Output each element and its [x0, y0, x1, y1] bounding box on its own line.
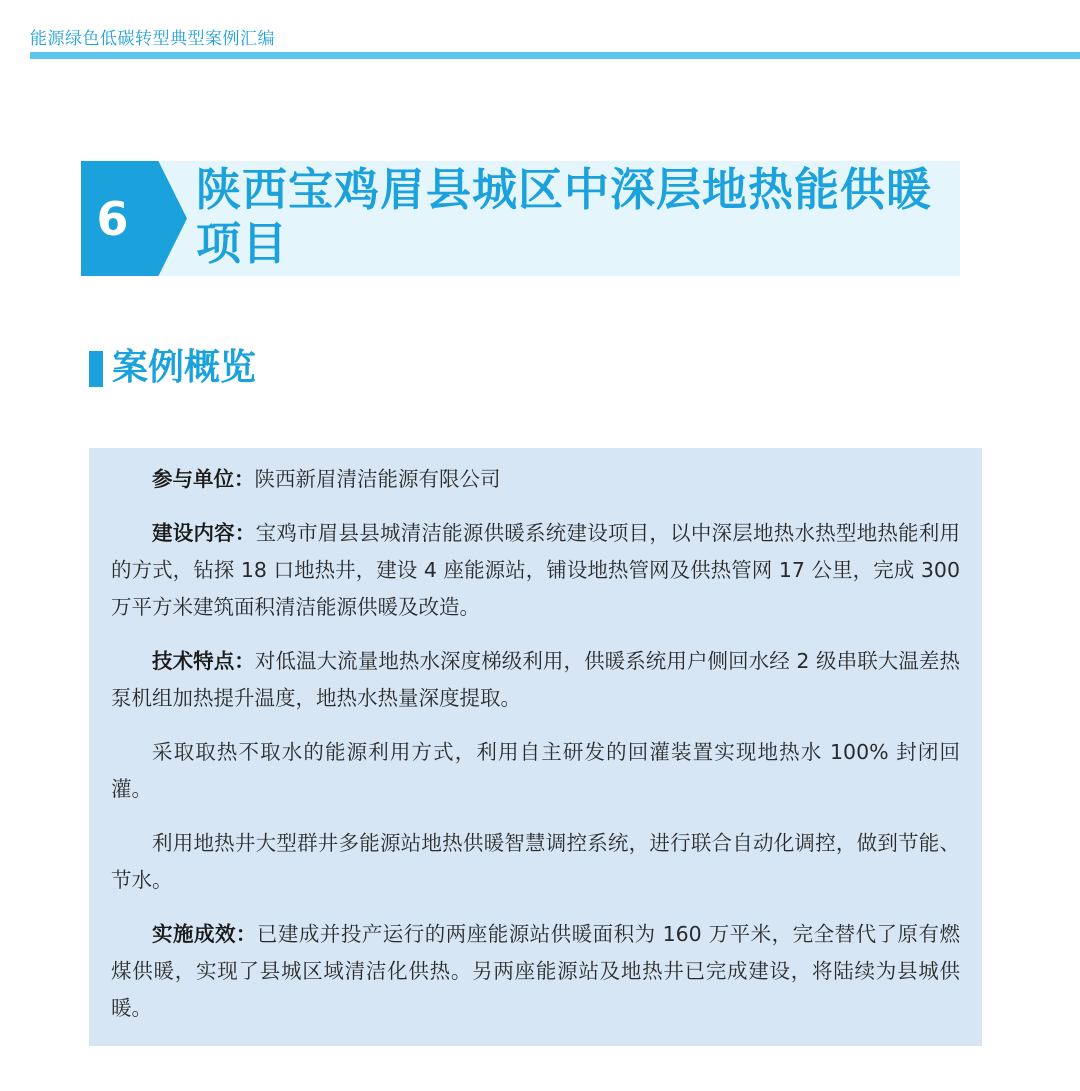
paragraph-technical — [111, 643, 960, 717]
paragraph-text: 宝鸡市眉县县城清洁能源供暖系统建设项目，以中深层地热水热型地热能利用的方式，钻探 18 口地热井，建设 4 座能源站，铺设地热管网及供热管网 17 公里，完成 300 万平方米建筑面积清洁能源供暖及改造。 — [111, 521, 961, 619]
paragraph-text: 采取取热不取水的能源利用方式，利用自主研发的回灌装置实现地热水 100% 封闭回灌。 — [111, 740, 960, 801]
paragraph-label: 参与单位： — [152, 467, 255, 491]
paragraph-label: 技术特点： — [152, 649, 255, 673]
overview-box — [89, 448, 982, 1046]
paragraph-text: 陕西新眉清洁能源有限公司 — [254, 467, 501, 491]
paragraph-construction — [111, 515, 960, 626]
paragraph-participant — [111, 461, 960, 498]
paragraph-text: 已建成并投产运行的两座能源站供暖面积为 160 万平米，完全替代了原有燃煤供暖，实现了县城区域清洁化供热。另两座能源站及地热井已完成建设，将陆续为县城供暖。 — [111, 922, 960, 1020]
header-rule — [30, 52, 1080, 59]
section-title: 案例概览 — [112, 347, 257, 388]
section-marker — [89, 351, 103, 387]
paragraph-text: 对低温大流量地热水深度梯级利用，供暖系统用户侧回水经 2 级串联大温差热泵机组加热提升温度，地热水热量深度提取。 — [111, 649, 960, 710]
paragraph-label: 实施成效： — [152, 922, 257, 946]
paragraph-reinjection — [111, 734, 960, 808]
case-number: 6 — [96, 191, 129, 246]
running-header: 能源绿色低碳转型典型案例汇编 — [30, 29, 275, 49]
paragraph-results — [111, 916, 960, 1027]
paragraph-label: 建设内容： — [152, 521, 256, 545]
paragraph-smart-control — [111, 825, 960, 899]
case-title: 陕西宝鸡眉县城区中深层地热能供暖项目 — [196, 163, 933, 270]
paragraph-text: 利用地热井大型群井多能源站地热供暖智慧调控系统，进行联合自动化调控，做到节能、节水。 — [111, 831, 960, 892]
